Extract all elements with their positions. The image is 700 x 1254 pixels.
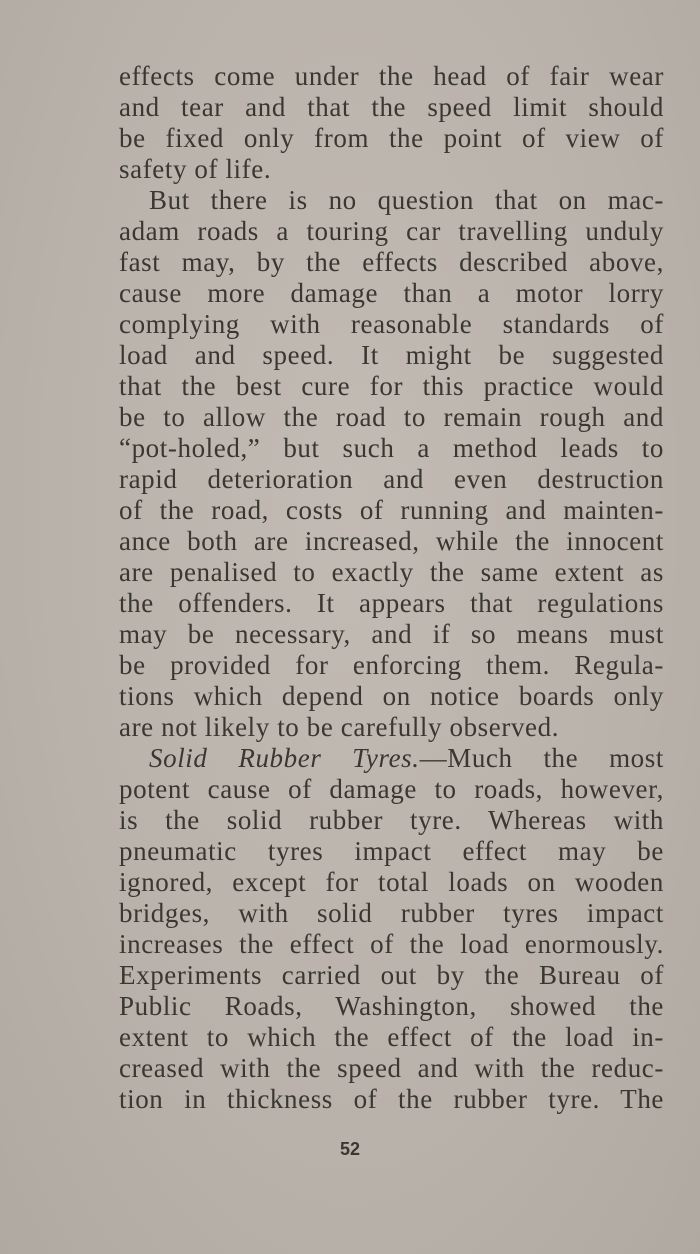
text-line: increases the effect of the load enormously.: [119, 929, 664, 959]
body-text: [119, 61, 664, 1115]
text-line: load and speed. It might be suggested: [119, 340, 664, 370]
text-line: fast may, by the effects described above,: [119, 247, 664, 277]
text-line: creased with the speed and with the reduc-: [119, 1053, 664, 1083]
text-line: bridges, with solid rubber tyres impact: [119, 898, 664, 928]
text-line: are not likely to be carefully observed.: [119, 712, 560, 742]
text-line: “pot-holed,” but such a method leads to: [119, 433, 664, 463]
text-line: adam roads a touring car travelling unduly: [119, 216, 664, 246]
text-fragment: —Much the most: [419, 743, 664, 773]
text-line: Public Roads, Washington, showed the: [119, 991, 664, 1021]
text-line: that the best cure for this practice would: [119, 371, 664, 401]
text-line: rapid deterioration and even destruction: [119, 464, 664, 494]
text-line: effects come under the head of fair wear: [119, 61, 664, 91]
section-heading: Solid Rubber Tyres.: [149, 743, 420, 773]
text-line: ignored, except for total loads on wooden: [119, 867, 664, 897]
text-line: potent cause of damage to roads, however,: [119, 774, 664, 804]
text-line: may be necessary, and if so means must: [119, 619, 664, 649]
text-line: and tear and that the speed limit should: [119, 92, 664, 122]
text-line: pneumatic tyres impact effect may be: [119, 836, 664, 866]
text-line: safety of life.: [119, 154, 272, 184]
text-line: extent to which the effect of the load in-: [119, 1022, 664, 1052]
text-line: complying with reasonable standards of: [119, 309, 664, 339]
text-line: be fixed only from the point of view of: [119, 123, 664, 153]
text-line: [119, 743, 664, 774]
text-line: Experiments carried out by the Bureau of: [119, 960, 664, 990]
text-line: cause more damage than a motor lorry: [119, 278, 664, 308]
text-line: be to allow the road to remain rough and: [119, 402, 664, 432]
text-line: is the solid rubber tyre. Whereas with: [119, 805, 664, 835]
text-line: are penalised to exactly the same extent as: [119, 557, 664, 587]
text-line: tions which depend on notice boards only: [119, 681, 664, 711]
text-line: But there is no question that on mac-: [149, 185, 664, 215]
text-line: tion in thickness of the rubber tyre. The: [119, 1084, 664, 1114]
text-line: ance both are increased, while the innocent: [119, 526, 664, 556]
text-line: be provided for enforcing them. Regula-: [119, 650, 664, 680]
page-number: 52: [339, 1139, 361, 1159]
text-line: of the road, costs of running and mainten-: [119, 495, 664, 525]
text-line: the offenders. It appears that regulations: [119, 588, 664, 618]
